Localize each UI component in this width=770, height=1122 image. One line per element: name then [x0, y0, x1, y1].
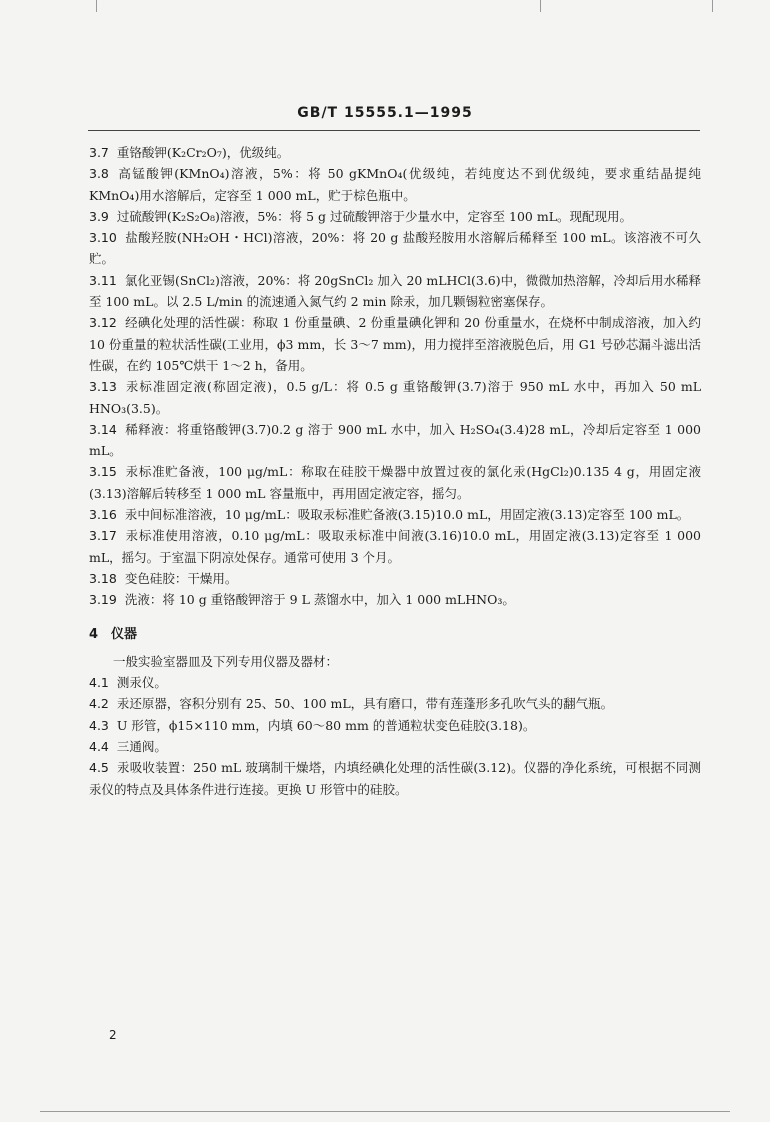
clause-text: 重铬酸钾(K₂Cr₂O₇)，优级纯。 [116, 145, 290, 160]
document-body [89, 142, 701, 800]
clause-number: 4.4 [89, 739, 109, 755]
clause-text: 汞标准贮备液，100 μg/mL：称取在硅胶干燥器中放置过夜的氯化汞(HgCl₂)0.135 4 g，用固定液(3.13)溶解后转移至 1 000 mL 容量瓶中，再用固定液定容，摇匀。 [89, 464, 701, 501]
clause-item [89, 568, 701, 589]
reagent-list [89, 142, 701, 611]
clause-text: 过硫酸钾(K₂S₂O₈)溶液，5%：将 5 g 过硫酸钾溶于少量水中，定容至 100 mL。现配现用。 [116, 208, 632, 224]
clause-number: 4.1 [89, 675, 109, 691]
clause-number: 3.14 [89, 421, 117, 437]
clause-number: 3.7 [89, 145, 109, 160]
clause-item [89, 672, 701, 693]
clause-text: 经碘化处理的活性碳：称取 1 份重量碘、2 份重量碘化钾和 20 份重量水，在烧杯中制成溶液，加入约 10 份重量的粒状活性碳(工业用，ϕ3 mm，长 3～7 mm)，用力搅拌至溶液脱色后，用 G1 号砂芯漏斗滤出活性碳，在约 105℃烘干 1～2 h，备用。 [89, 315, 701, 373]
clause-text: 汞吸收装置：250 mL 玻璃制干燥塔，内填经碘化处理的活性碳(3.12)。仪器的净化系统，可根据不同测汞仪的特点及具体条件进行连接。更换 U 形管中的硅胶。 [89, 760, 701, 797]
clause-item [89, 142, 701, 163]
clause-text: 变色硅胶：干燥用。 [124, 570, 238, 586]
clause-number: 3.11 [89, 272, 117, 288]
clause-number: 4.3 [89, 717, 109, 733]
page-number: 2 [109, 1028, 117, 1042]
clause-text: 稀释液：将重铬酸钾(3.7)0.2 g 溶于 900 mL 水中，加入 H₂SO₄(3.4)28 mL，冷却后定容至 1 000 mL。 [89, 421, 701, 459]
clause-text: 汞中间标准溶液，10 μg/mL：吸取汞标准贮备液(3.15)10.0 mL，用固定液(3.13)定容至 100 mL。 [124, 507, 690, 523]
clause-text: 测汞仪。 [116, 675, 167, 691]
clause-number: 3.12 [89, 315, 117, 331]
clause-number: 4.2 [89, 696, 109, 712]
scan-edge-top-right [712, 0, 713, 12]
clause-text: 盐酸羟胺(NH₂OH・HCl)溶液，20%：将 20 g 盐酸羟胺用水溶解后稀释至 100 mL。该溶液不可久贮。 [89, 230, 701, 267]
clause-text: 汞还原器，容积分别有 25、50、100 mL，具有磨口，带有莲蓬形多孔吹气头的翻气瓶。 [116, 696, 614, 712]
clause-text: 汞标准使用溶液，0.10 μg/mL：吸取汞标准中间液(3.16)10.0 mL，用固定液(3.13)定容至 1 000 mL，摇匀。于室温下阴凉处保存。通常可使用 3 个月。 [89, 528, 701, 565]
scan-edge-top-left [96, 0, 97, 12]
clause-item [89, 312, 701, 376]
clause-text: 三通阀。 [116, 739, 167, 755]
clause-item [89, 163, 701, 206]
clause-number: 3.9 [89, 208, 109, 224]
clause-number: 3.15 [89, 464, 117, 480]
clause-item [89, 504, 701, 525]
clause-number: 3.18 [89, 570, 117, 586]
clause-number: 3.13 [89, 379, 117, 395]
clause-text: 高锰酸钾(KMnO₄)溶液，5%：将 50 gKMnO₄(优级纯，若纯度达不到优级纯，要求重结晶提纯 KMnO₄)用水溶解后，定容至 1 000 mL，贮于棕色瓶中。 [89, 166, 701, 203]
clause-item [89, 419, 701, 462]
clause-item [89, 525, 701, 568]
clause-item [89, 376, 701, 419]
clause-text: 氯化亚锡(SnCl₂)溶液，20%：将 20gSnCl₂ 加入 20 mLHCl(3.6)中，微微加热溶解，冷却后用水稀释至 100 mL。以 2.5 L/min 的流速通入氮气约 2 min 除汞，加几颗锡粒密塞保存。 [89, 272, 701, 310]
clause-number: 3.17 [89, 528, 117, 544]
header-rule [88, 130, 700, 131]
clause-item [89, 589, 701, 610]
clause-item [89, 227, 701, 270]
instrument-list [89, 672, 701, 800]
clause-item [89, 461, 701, 504]
scan-edge-bottom [40, 1111, 730, 1112]
standard-code-header: GB/T 15555.1—1995 [297, 105, 473, 121]
clause-text: U 形管，ϕ15×110 mm，内填 60～80 mm 的普通粒状变色硅胶(3.18)。 [116, 717, 536, 733]
clause-item [89, 270, 701, 313]
clause-number: 3.19 [89, 592, 117, 608]
clause-number: 3.10 [89, 230, 117, 246]
clause-item [89, 693, 701, 714]
clause-number: 3.8 [89, 166, 109, 182]
section-intro: 一般实验室器皿及下列专用仪器及器材： [113, 653, 339, 669]
clause-text: 汞标准固定液(称固定液)，0.5 g/L：将 0.5 g 重铬酸钾(3.7)溶于 950 mL 水中，再加入 50 mL HNO₃(3.5)。 [89, 379, 701, 416]
section-title-instruments: 4 仪器 [89, 626, 138, 642]
clause-item [89, 715, 701, 736]
clause-text: 洗液：将 10 g 重铬酸钾溶于 9 L 蒸馏水中，加入 1 000 mLHNO₃。 [124, 592, 515, 608]
clause-item [89, 206, 701, 227]
clause-item [89, 757, 701, 800]
clause-item [89, 736, 701, 757]
clause-number: 3.16 [89, 507, 117, 523]
scan-edge-top-mid [540, 0, 541, 12]
clause-number: 4.5 [89, 760, 109, 776]
